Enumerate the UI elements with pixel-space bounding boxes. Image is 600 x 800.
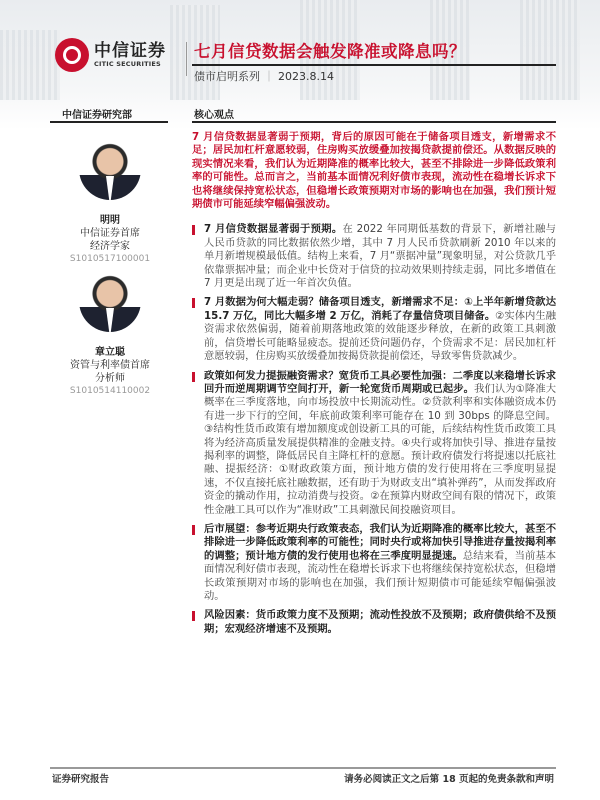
avatar bbox=[79, 138, 141, 200]
report-subtitle: 债市启明系列 ｜ 2023.8.14 bbox=[194, 70, 334, 83]
bullet-point: 7 月信贷数据显著弱于预期。在 2022 年同期低基数的背景下，新增社融与人民币贷款的同比数据依然少增，其中 7 月人民币贷款刷新 2010 年以来的单月新增规模最低值。结构上来看，7 月“票据冲量”现象明显，对公贷款几乎依靠票据冲量；而企业中长贷对于信贷的拉动效果则持续走弱，同比多增值在 7 月更是出现了近一年首次负值。 bbox=[192, 223, 556, 290]
footer-left: 证券研究报告 bbox=[52, 774, 110, 785]
divider bbox=[186, 42, 187, 76]
footer-divider bbox=[50, 767, 556, 769]
section-heading: 核心观点 bbox=[194, 110, 234, 121]
divider bbox=[50, 121, 168, 123]
report-title: 七月信贷数据会触发降准或降息吗？ bbox=[194, 42, 466, 61]
bullet-point: 后市展望：参考近期央行政策表态，我们认为近期降准的概率比较大，甚至不排除进一步降低政策利率的可能性；同时央行或将加快引导推进存量按揭利率的调整；预计地方债的发行使用也将在三季度明显提速。总结来看，当前基本面情况利好债市表现，流动性在稳增长诉求下也将继续保持宽松状态，但稳增长政策预期对市场的影响也在加强，我们预计短期债市可能延续窄幅偏强波动。 bbox=[192, 523, 556, 603]
title-underline bbox=[192, 64, 556, 66]
citic-logo-icon bbox=[55, 38, 89, 72]
citic-logo: 中信证券 CITIC SECURITIES bbox=[55, 38, 166, 72]
author-card: 明明 中信证券首席 经济学家 S1010517100001 bbox=[50, 138, 170, 266]
sidebar-heading: 中信证券研究部 bbox=[62, 110, 132, 121]
footer-disclaimer: 请务必阅读正文之后第 18 页起的免责条款和声明 bbox=[344, 774, 554, 785]
bullet-point: 政策如何发力提振融资需求？宽货币工具必要性加强：二季度以来稳增长诉求回升而逆周期调节空间打开，新一轮宽货币周期或已起步。我们认为①降准大概率在三季度落地，向市场投放中长期流动性。②贷款利率和实体融资成本仍有进一步下行的空间，年底前政策利率可能存在 10 到 30bps 的降息空间。③结构性货币政策有增加额度或创设新工具的可能，后续结构性货币政策工具将为经济高质量发展提供精准的金融支持。④央行或将加快引导、推进存量按揭利率的调整，降低居民自主降杠杆的意愿。预计政府债发行将提速以托底社融、提振经济：①财政政策方面，预计地方债的发行使用将在三季度明显提速，不仅直接托底社融数据，还有助于为财政支出“填补弹药”，从而发挥政府资金的撬动作用，拉动消费与投资。②在预算内财政空间有限的情况下，政策性金融工具可以作为“准财政”工具刺激民间投融资项目。 bbox=[192, 370, 556, 517]
core-views bbox=[192, 131, 556, 642]
author-card: 章立聪 资管与利率债首席 分析师 S1010514110002 bbox=[50, 270, 170, 398]
avatar bbox=[79, 270, 141, 332]
bullet-point: 风险因素：货币政策力度不及预期；流动性投放不及预期；政府债供给不及预期；宏观经济增速不及预期。 bbox=[192, 609, 556, 636]
divider bbox=[192, 121, 556, 123]
summary: 7 月信贷数据显著弱于预期，背后的原因可能在于储备项目透支，新增需求不足；居民加杠杆意愿较弱，住房购买放缓叠加按揭贷款提前偿还。从数据反映的现实情况来看，我们认为近期降准的概率比较大，甚至不排除进一步降低政策利率的可能性。总而言之，当前基本面情况利好债市表现，流动性在稳增长诉求下也将继续保持宽松状态，但稳增长政策预期对市场的影响也在加强，我们预计短期债市可能延续窄幅偏强波动。 bbox=[192, 131, 556, 211]
bullet-point: 7 月数据为何大幅走弱？储备项目透支，新增需求不足：①上半年新增贷款达 15.7 万亿，同比大幅多增 2 万亿，消耗了存量信贷项目储备。②实体内生融资需求依然偏弱，随着前期落地政策的效能逐步释放，在新的政策工具刺激前，信贷增长可能略显疲态。提前还贷问题仍存，个贷需求不足：居民加杠杆意愿较弱，住房购买放缓叠加按揭贷款提前偿还，导致零售贷款减少。 bbox=[192, 296, 556, 363]
